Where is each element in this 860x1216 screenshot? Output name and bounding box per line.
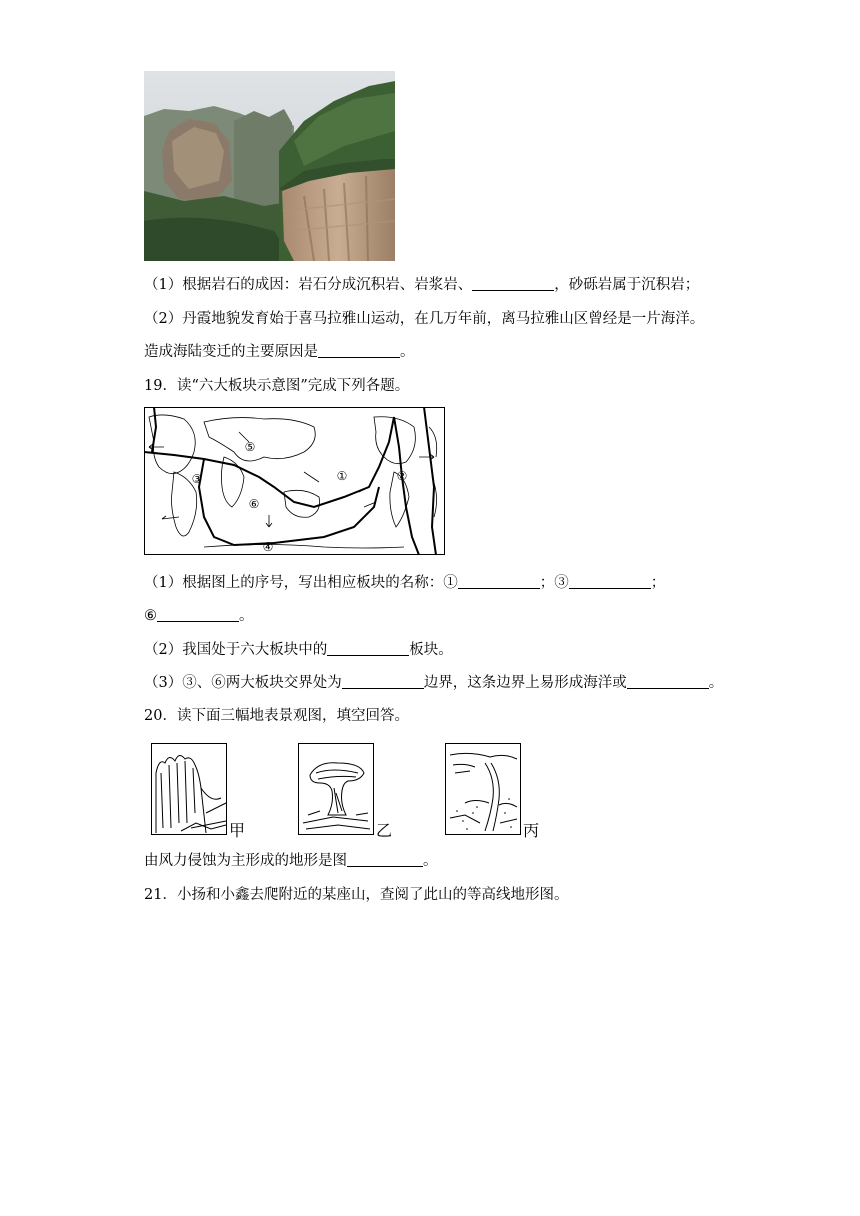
danxia-landform-photo — [144, 71, 395, 261]
q19-part3-text-mid: 边界，这条边界上易形成海洋或 — [423, 675, 627, 691]
answer-blank-1[interactable] — [458, 574, 540, 589]
answer-blank[interactable] — [318, 343, 400, 358]
sketch-label-yi: 乙 — [376, 821, 393, 840]
six-plates-map — [144, 407, 445, 555]
answer-blank[interactable] — [327, 641, 409, 656]
answer-blank[interactable] — [347, 852, 423, 867]
q18-part2-line1: （2）丹霞地貌发育始于喜马拉雅山运动，在几万年前，离马拉雅山区曾经是一片海洋。 — [144, 311, 705, 327]
q18-part2-text: 造成海陆变迁的主要原因是 — [144, 344, 318, 360]
sketch-label-bing: 丙 — [523, 821, 540, 840]
plate-label-2: ② — [396, 469, 408, 483]
q20-question-text: 由风力侵蚀为主形成的地形是图 — [144, 853, 347, 869]
plate-label-3: ③ — [191, 472, 203, 486]
plate-label-5: ⑤ — [244, 440, 256, 454]
punctuation: 。 — [708, 675, 724, 691]
answer-blank-6[interactable] — [157, 607, 239, 622]
q19-part2 — [144, 640, 453, 660]
answer-blank-3[interactable] — [569, 574, 651, 589]
separator: ；③ — [539, 575, 569, 591]
plate-label-4: ④ — [262, 540, 274, 554]
q19-part2-text-end: 板块。 — [409, 642, 453, 658]
sketch-label-jia: 甲 — [229, 821, 246, 840]
q18-part2-line2 — [144, 342, 415, 362]
separator: ； — [650, 575, 666, 591]
q20-question — [144, 851, 438, 871]
landscape-sketch-jia — [151, 743, 227, 835]
q18-part1-text-end: ，砂砾岩属于沉积岩； — [554, 277, 700, 293]
q18-part1 — [144, 275, 699, 295]
plate-label-1: ① — [336, 469, 348, 483]
answer-blank[interactable] — [342, 674, 424, 689]
answer-blank[interactable] — [627, 674, 709, 689]
q19-title: 19．读“六大板块示意图”完成下列各题。 — [144, 378, 410, 394]
q21-title: 21．小扬和小鑫去爬附近的某座山，查阅了此山的等高线地形图。 — [144, 887, 569, 903]
q19-part3-text: （3）③、⑥两大板块交界处为 — [144, 675, 342, 691]
punctuation: 。 — [239, 608, 254, 624]
landscape-sketch-bing — [445, 743, 521, 835]
plate-label-6: ⑥ — [248, 497, 260, 511]
q20-title: 20．读下面三幅地表景观图，填空回答。 — [144, 708, 409, 724]
q19-part3 — [144, 673, 723, 693]
punctuation: 。 — [423, 853, 438, 869]
q19-part2-text: （2）我国处于六大板块中的 — [144, 642, 328, 658]
circle-6: ⑥ — [144, 608, 157, 624]
punctuation: 。 — [400, 344, 415, 360]
q19-part1 — [144, 573, 665, 593]
q19-part1-text: （1）根据图上的序号，写出相应板块的名称：① — [144, 575, 458, 591]
q18-part1-text: （1）根据岩石的成因：岩石分成沉积岩、岩浆岩、 — [144, 277, 473, 293]
q19-part1-line2 — [144, 606, 254, 626]
landscape-sketch-yi — [298, 743, 374, 835]
answer-blank[interactable] — [472, 276, 554, 291]
